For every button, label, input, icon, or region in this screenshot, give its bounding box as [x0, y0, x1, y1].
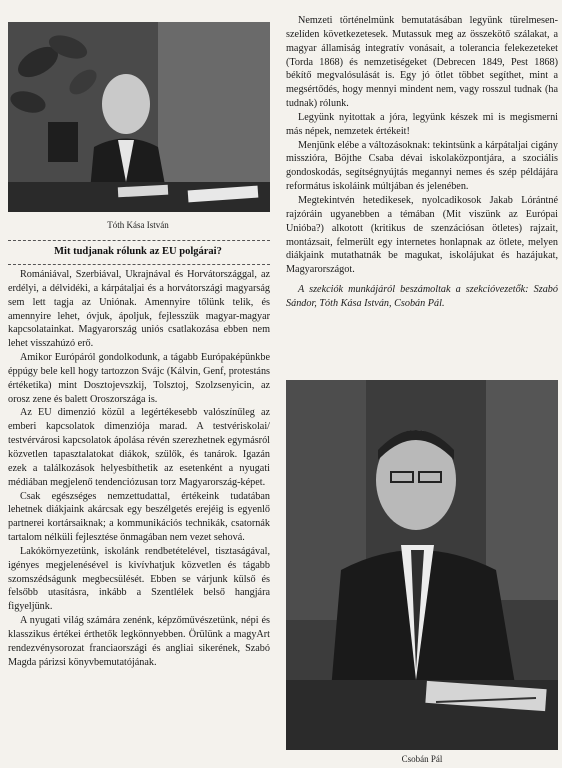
paragraph: Menjünk elébe a változásoknak: tekintsünk a kárpátaljai cigány misszióra, Böjthe Csaba dévai iskolaközpontjára, a szociális gondoskodás, segítségnyújtás megannyi nemes és szép példájára református iskoláink múltjában és jelenében.: [286, 139, 558, 193]
right-body-text: [286, 14, 558, 311]
portrait-image: [286, 380, 558, 750]
section-credit: A szekciók munkájáról beszámoltak a szekcióvezetők: Szabó Sándor, Tóth Kása István, Csobán Pál.: [286, 284, 558, 309]
paragraph: Lakókörnyezetünk, iskolánk rendbetételével, tisztaságával, igényes megjelenésével is kivívhatjuk közvetlen és tágabb szomszédságunk megbecsülését. Ebben se várjunk külső és felsőbb utasításra, inkább a Szentlélek belső hangjára figyeljünk.: [8, 545, 270, 613]
section-divider: [8, 240, 270, 241]
photo-csoban-pal: [286, 380, 558, 750]
photo-caption: Tóth Kása István: [107, 220, 169, 230]
photo-caption: Csobán Pál: [401, 754, 443, 764]
section-heading: Mit tudjanak rólunk az EU polgárai?: [54, 246, 222, 257]
paragraph: Az EU dimenzió közül a legértékesebb valószínűleg az emberi kapcsolatok dimenziója marad. A testvériskolai/ testvérvárosi kapcsolatok ápolása révén szerezhetnek egymásról közvetlen tapasztalatokat diákok, szülők, és tanárok. Igazán ezek a találkozások helyesbíthetik az esetenként a nyugati médiában megjelenő tendenciózusan torz Magyarország-képet.: [8, 407, 270, 488]
paragraph: Megtekintvén hetedikesek, nyolcadikosok Jakab Lórántné rajzóráin ugyanebben a témában (Mit viszünk az Európai Unióba?) alkotott (kritikus de szenzációsan ötletes) rajzait, montázsait, felmerült egy internetes honlapnak az ötlete, melyen diákjaink mutathatnák be magukat, iskolájukat és hazájukat, Magyarországot.: [286, 194, 558, 276]
photo-toth-kasa-istvan: [8, 22, 270, 212]
paragraph: Amikor Európáról gondolkodunk, a tágabb Európaképünkbe éppúgy bele kell hogy tartozzon Svájc (Kálvin, Genf, protestáns értéketika) mint Dosztojevszkij, Tolsztoj, Szolzsenyicin, az orosz zene és balett Oroszországa is.: [8, 352, 270, 405]
section-divider: [8, 264, 270, 265]
paragraph: A nyugati világ számára zenénk, képzőművészetünk, népi és klasszikus értékei érthetők legkönnyebben. Örülünk a magyArt rendezvénysorozat franciaországi és angliai sikerének, Szabó Magda párizsi könyvbemutatójának.: [8, 615, 270, 668]
paragraph: Legyünk nyitottak a jóra, legyünk készek mi is megismerni más népek, nemzetek értékeit!: [286, 111, 558, 137]
portrait-image: [8, 22, 270, 212]
left-body-text: [8, 268, 270, 669]
paragraph: Nemzeti történelmünk bemutatásában legyünk türelmesen-szelíden következetesek. Mutassuk meg az összekötő szálakat, a magyar államiság integratív vonásait, a toleranciа felekezeteket (Torda 1868) és nemzetiségeket (Debrecen 1849, Pest 1868) békítő megvalósulását is. Egy jó ötlet többet segíthet, mint a megsértődés, hogy mennyi mindent nem, vagy rosszul tudnak (ha tudnak) rólunk.: [286, 15, 558, 110]
paragraph: Csak egészséges nemzettudattal, értékeink tudatában lehetnek diákjaink akárcsak egy beszélgetés erejéig is egyenlő partnerei kortársaiknak; a kommunikációs technikák, csatornák tartalom nélküli fejlesztése önmagában nem vezet sehová.: [8, 490, 270, 544]
paragraph: Romániával, Szerbiával, Ukrajnával és Horvátországgal, az erdélyi, a délvidéki, a kárpátaljai és a horvátországi magyarság sem lett tagja az Uniónak. Amennyire tőlünk telik, és amennyire lehet, óvjuk, ápoljuk, fejlesszük magyar-magyar kapcsolatainkat. Magyarország uniós csatlakozása ebben nem lehet visszahúzó erő.: [8, 269, 270, 350]
